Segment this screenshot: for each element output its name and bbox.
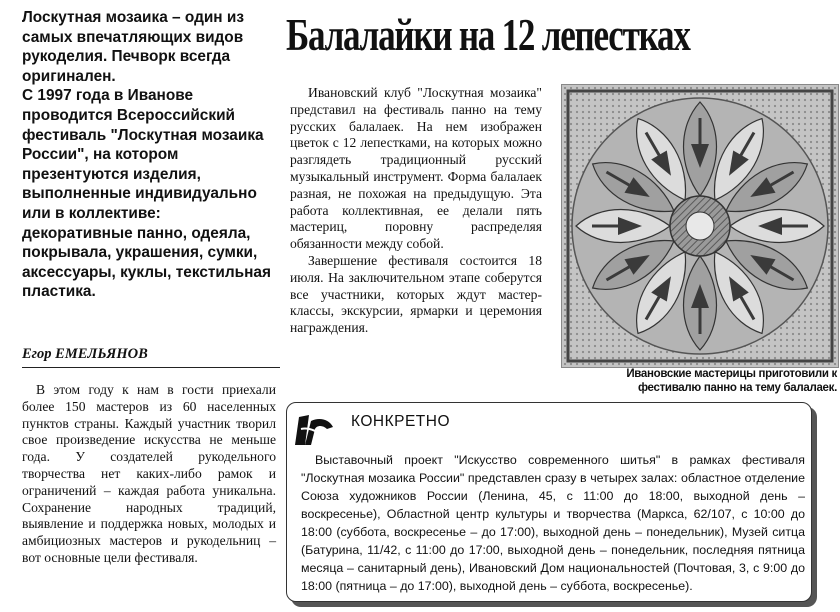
lead-paragraph bbox=[22, 8, 274, 302]
article-paragraph-1: Ивановский клуб "Лоскутная мозаика" представил на фестиваль панно на тему русских балалаек. На нем изображен цветок с 12 лепестками, на которых можно разглядеть традиционный русский музыкальный инструмент. Форма балалаек разная, не похожая на предыдущую. Эта работа коллективная, ее делали пять мастериц, поровну распределяя обязанности между собой. bbox=[290, 85, 542, 252]
info-box bbox=[286, 402, 812, 602]
headline: Балалайки на 12 лепестках bbox=[286, 10, 690, 60]
lead-text-1: Лоскутная мозаика – один из самых впечатляющих видов рукоделия. Печворк всегда оригинален. bbox=[22, 9, 244, 85]
author-byline: Егор ЕМЕЛЬЯНОВ bbox=[22, 345, 280, 368]
article-paragraph-2: Завершение фестиваля состоится 18 июля. На заключительном этапе соберутся все участники, которых ждут мастер-классы, экскурсии, ярмарки и церемония награждения. bbox=[290, 252, 542, 336]
info-box-title: КОНКРЕТНО bbox=[351, 413, 451, 430]
info-box-text: Выставочный проект "Искусство современного шитья" в рамках фестиваля "Лоскутная мозаика России" представлен сразу в четырех залах: областное отделение Союза художников России (Ленина, 45, с 11:00 до 18:00, выходной день – воскресенье), Областной центр культуры и творчества (Маркса, 62/107, с 10:00 до 18:00 (суббота, воскресенье – до 17:00), выходной день – понедельник), Музей ситца (Батурина, 11/42, с 11:00 до 17:00, выходной день – понедельник, последняя пятница месяца – санитарный день), Ивановский Дом национальностей (Почтовая, 3, с 9:00 до 18:00 (пятница – до 17:00), выходной день – суббота, воскресенье). bbox=[301, 453, 805, 593]
article-body bbox=[290, 85, 542, 337]
quilt-photo bbox=[561, 84, 839, 368]
left-column-body: В этом году к нам в гости приехали более 150 мастеров из 60 населенных пунктов страны. Каждый участник творил свое произведение искусства не меньше года. У создателей рукодельного творчества нет каких-либо рамок и ограничений – каждая работа уникальна. Сохранение народных традиций, выявление и поддержка новых, молодых и амбициозных мастеров и рукодельниц – вот основные цели фестиваля. bbox=[22, 382, 276, 565]
ik-logo-icon bbox=[295, 409, 335, 449]
quilt-center-inner bbox=[686, 212, 714, 240]
photo-caption: Ивановские мастерицы приготовили к фестивалю панно на тему балалаек. bbox=[626, 368, 837, 394]
lead-text-2: С 1997 года в Иванове проводится Всероссийский фестиваль "Лоскутная мозаика России", на котором презентуются изделия, выполненные индивидуально или в коллективе: декоративные панно, одеяла, покрывала, украшения, сумки, аксессуары, куклы, текстильная пластика. bbox=[22, 87, 271, 301]
quilt-image bbox=[562, 85, 838, 367]
